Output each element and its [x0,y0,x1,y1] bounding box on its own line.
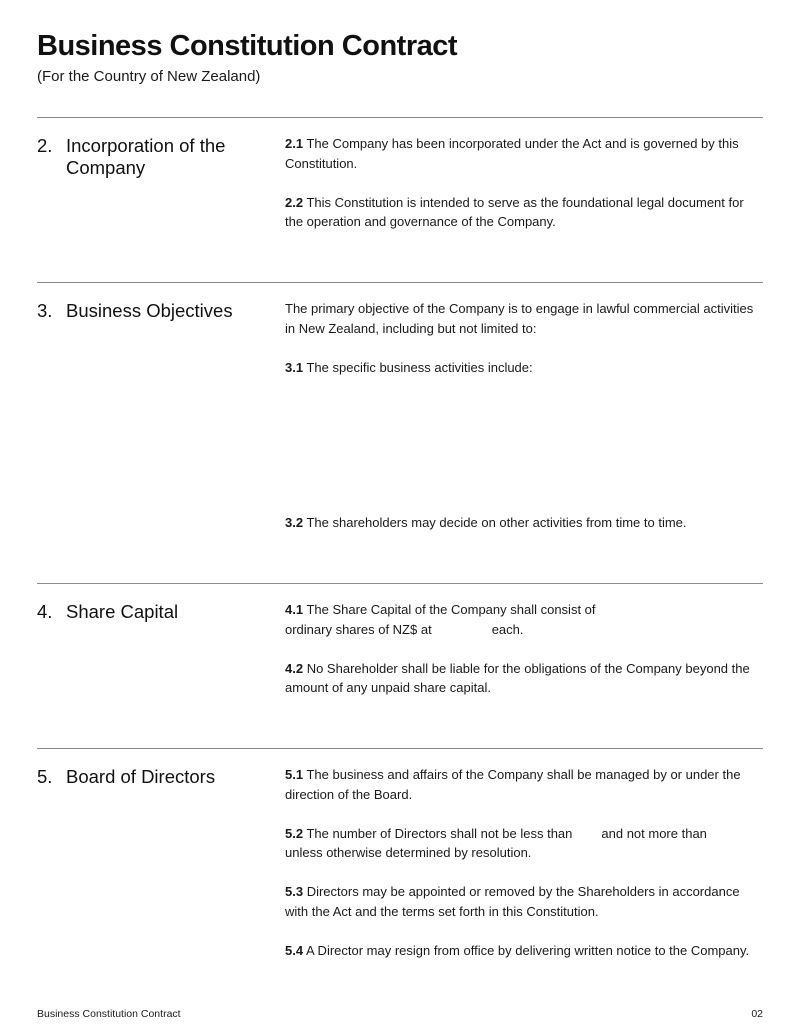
clause [285,600,765,639]
clause-number: 2.2 [285,194,304,210]
clause-text: This Constitution is intended to serve as the foundational legal document for the operation and governance of the Company. [285,194,744,229]
clause-text: The specific business activities include: [306,359,533,375]
clause-text: The Share Capital of the Company shall consist of [306,602,596,617]
clause-text: The number of Directors shall not be less than [306,825,573,841]
clause-number: 5.4 [285,942,304,958]
section-2-heading [37,135,267,179]
section-3-body [285,299,765,397]
section-3-heading [37,300,267,322]
clause-text: each. [491,621,524,637]
clause-text: The business and affairs of the Company shall be managed by or under the direction of the Board. [285,767,741,802]
section-intro: The primary objective of the Company is to engage in lawful commercial activities in New Zealand, including but not limited to: [285,301,754,336]
clause-number: 5.2 [285,825,304,841]
document-subtitle: (For the Country of New Zealand) [37,68,261,85]
clause-text: Directors may be appointed or removed by the Shareholders in accordance with the Act and the terms set forth in this Constitution. [285,884,740,919]
section-number: 5. [37,766,53,787]
divider [37,748,763,749]
clause-number: 3.2 [285,515,304,530]
clause [285,513,765,533]
footer-document-name: Business Constitution Contract [37,1008,181,1020]
section-number: 4. [37,601,53,622]
section-4-heading [37,601,267,623]
section-title: Board of Directors [66,766,216,787]
divider [37,117,763,118]
clause-number: 2.1 [285,136,304,151]
section-2-body [285,134,765,251]
clause-number: 4.1 [285,602,304,617]
section-5-heading [37,766,267,788]
section-number: 3. [37,300,53,321]
section-title: Share Capital [66,601,179,622]
clause-text: unless otherwise determined by resolution. [285,845,532,860]
clause-text: The shareholders may decide on other activities from time to time. [306,515,687,530]
clause [285,941,765,961]
clause-number: 4.2 [285,660,304,676]
clause-number: 3.1 [285,359,304,375]
clause-number: 5.1 [285,767,304,782]
section-number: 2. [37,135,53,156]
divider [37,583,763,584]
section-4-body [285,600,765,717]
section-3-body-cont [285,513,765,552]
clause [285,193,765,232]
document-title: Business Constitution Contract [37,30,458,62]
clause [285,882,765,921]
section-5-body [285,765,765,980]
clause [285,765,765,804]
clause [285,358,765,378]
clause-text: and not more than [601,825,707,841]
clause-text: The Company has been incorporated under the Act and is governed by this Constitution. [285,136,739,171]
clause-number: 5.3 [285,884,304,899]
clause [285,659,765,698]
section-title: Incorporation of the Company [66,135,226,178]
divider [37,282,763,283]
footer-page-number: 02 [751,1008,763,1020]
clause-text: A Director may resign from office by delivering written notice to the Company. [305,942,750,958]
clause [285,824,765,863]
clause [285,134,765,173]
clause-text: No Shareholder shall be liable for the obligations of the Company beyond the amount of any unpaid share capital. [285,660,750,695]
clause-text: ordinary shares of NZ$ at [285,621,432,637]
section-title: Business Objectives [66,300,233,321]
